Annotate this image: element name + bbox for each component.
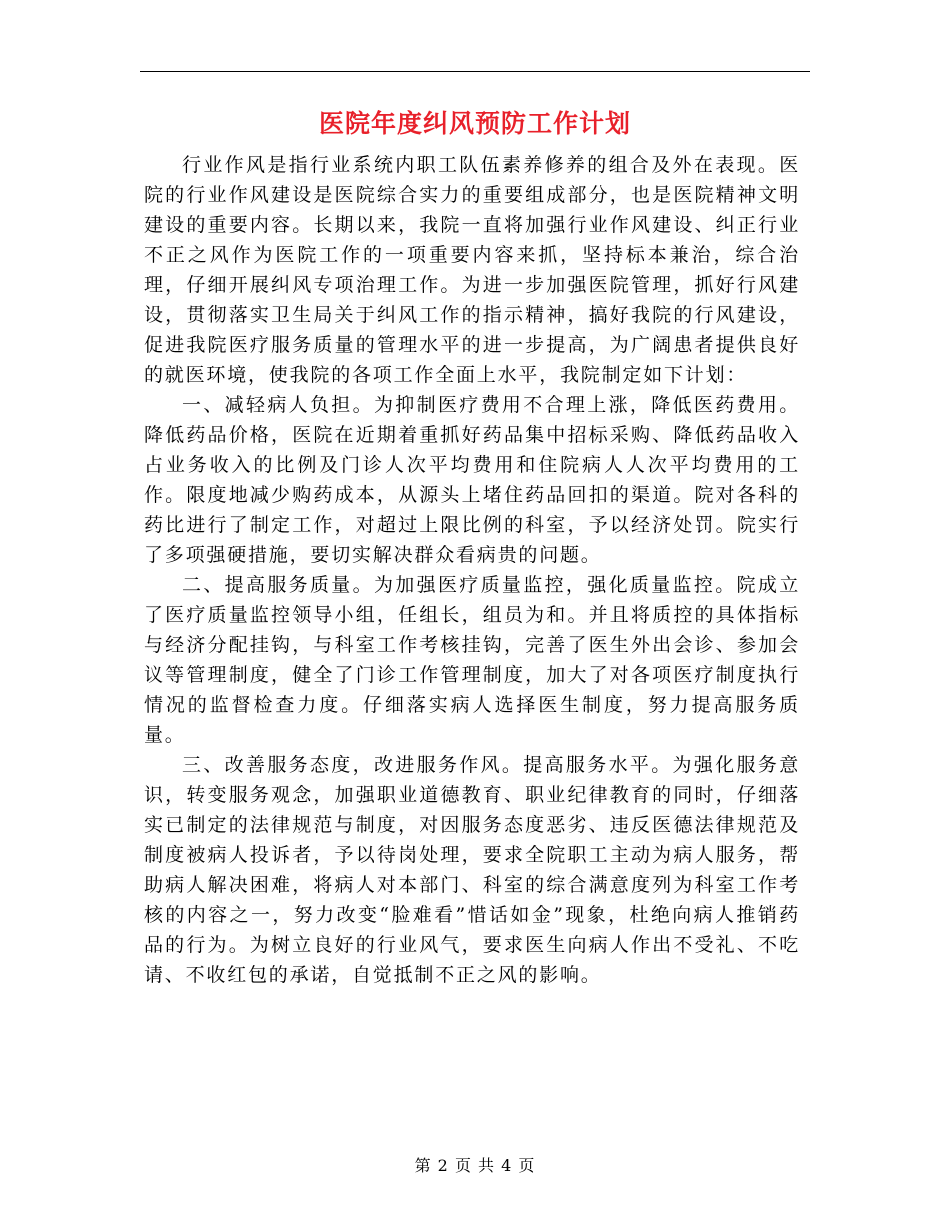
intro-paragraph: 行业作风是指行业系统内职工队伍素养修养的组合及外在表现。医院的行业作风建设是医院综合实力的重要组成部分，也是医院精神文明建设的重要内容。长期以来，我院一直将加强行业作风建设、纠正行业不正之风作为医院工作的一项重要内容来抓，坚持标本兼治，综合治理，仔细开展纠风专项治理工作。为进一步加强医院管理，抓好行风建设，贯彻落实卫生局关于纠风工作的指示精神，搞好我院的行风建设，促进我院医疗服务质量的管理水平的进一步提高，为广阔患者提供良好的就医环境，使我院的各项工作全面上水平，我院制定如下计划： [144,154,800,386]
page-number: 第 2 页 共 4 页 [414,1156,536,1175]
section-two-paragraph: 二、提高服务质量。为加强医疗质量监控，强化质量监控。院成立了医疗质量监控领导小组，任组长，组员为和。并且将质控的具体指标与经济分配挂钩，与科室工作考核挂钩，完善了医生外出会诊、参加会议等管理制度，健全了门诊工作管理制度，加大了对各项医疗制度执行情况的监督检查力度。仔细落实病人选择医生制度，努力提高服务质量。 [144,574,800,746]
header-rule [140,71,810,72]
document-title: 医院年度纠风预防工作计划 [318,109,631,138]
section-three-paragraph: 三、改善服务态度，改进服务作风。提高服务水平。为强化服务意识，转变服务观念，加强职业道德教育、职业纪律教育的同时，仔细落实已制定的法律规范与制度，对因服务态度恶劣、违反医德法律规范及制度被病人投诉者，予以待岗处理，要求全院职工主动为病人服务，帮助病人解决困难，将病人对本部门、科室的综合满意度列为科室工作考核的内容之一，努力改变“脸难看”惜话如金”现象，杜绝向病人推销药品的行为。为树立良好的行业风气，要求医生向病人作出不受礼、不吃请、不收红包的承诺，自觉抵制不正之风的影响。 [144,754,800,986]
document-body [144,150,800,990]
section-one-paragraph: 一、减轻病人负担。为抑制医疗费用不合理上涨，降低医药费用。降低药品价格，医院在近期着重抓好药品集中招标采购、降低药品收入占业务收入的比例及门诊人次平均费用和住院病人人次平均费用的工作。限度地减少购药成本，从源头上堵住药品回扣的渠道。院对各科的药比进行了制定工作，对超过上限比例的科室，予以经济处罚。院实行了多项强硬措施，要切实解决群众看病贵的问题。 [144,394,800,566]
